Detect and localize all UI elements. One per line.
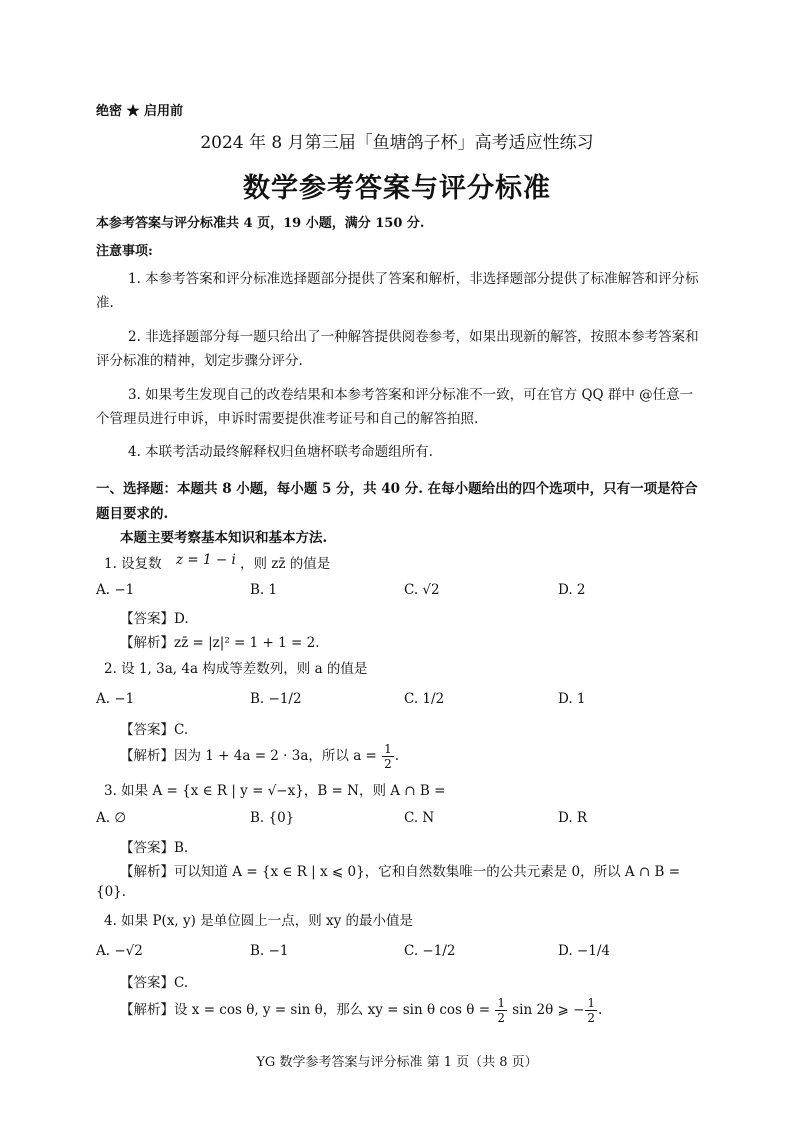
explanation-line: 【解析】因为 1 + 4a = 2 · 3a，所以 a = $\frac{1}{2}$ .: [120, 742, 400, 771]
fraction-numerator: 1: [384, 742, 392, 756]
notice-item: 1. 本参考答案和评分标准选择题部分提供了答案和解析，非选择题部分提供了标准解答和评分标准.: [96, 271, 699, 311]
summary-line: 本参考答案与评分标准共 4 页，19 小题，满分 150 分.: [96, 216, 425, 231]
explanation-text: 【解析】因为 1 + 4a = 2 · 3a，所以 a =: [120, 748, 382, 764]
option-c: C. 1/2: [404, 691, 445, 707]
option-b: B. 1: [250, 582, 278, 598]
option-b: B. −1: [250, 943, 289, 959]
answer-line: 【答案】C.: [120, 722, 189, 738]
explanation-line: 【解析】可以知道 A = {x ∈ R | x ⩽ 0}，它和自然数集唯一的公共元素是 0，所以 A ∩ B =: [120, 864, 681, 880]
option-a: A. −1: [96, 582, 135, 598]
section-intro: 本题主要考察基本知识和基本方法.: [120, 530, 328, 546]
notice-item: 3. 如果考生发现自己的改卷结果和本参考答案和评分标准不一致，可在官方 QQ 群中 @任意一个管理员进行申诉，申诉时需要提供准考证号和自己的解答拍照.: [96, 387, 694, 427]
explanation-text: 【解析】设 x = cos θ, y = sin θ，那么 xy = sin θ cos θ =: [120, 1002, 495, 1018]
fraction: [585, 996, 597, 1025]
fraction-denominator: 2: [587, 1011, 596, 1025]
notice-item: 2. 非选择题部分每一题只给出了一种解答提供阅卷参考，如果出现新的解答，按照本参考答案和评分标准的精神，划定步骤分评分.: [96, 329, 699, 369]
option-d: D. 1: [558, 691, 586, 707]
notice-heading: 注意事项:: [96, 244, 153, 259]
answer-line: 【答案】D.: [120, 611, 189, 627]
question-stem-tail: ，则 zz̄ 的值是: [240, 556, 331, 572]
option-b: B. {0}: [250, 810, 295, 826]
answer-line: 【答案】B.: [120, 840, 189, 856]
explanation-continuation: {0}.: [96, 884, 127, 900]
fraction-numerator: 1: [587, 996, 596, 1010]
page-title: 数学参考答案与评分标准: [243, 173, 551, 204]
fraction: [495, 996, 507, 1025]
option-c: C. −1/2: [404, 943, 456, 959]
option-a: A. −√2: [96, 943, 143, 959]
option-d: D. R: [558, 810, 588, 826]
question-stem: 2. 设 1, 3a, 4a 构成等差数列，则 a 的值是: [104, 661, 368, 677]
explanation-text: sin 2θ ⩾ −: [507, 1002, 585, 1018]
fraction-denominator: 2: [384, 757, 392, 771]
question-stem: 1. 设复数: [104, 556, 162, 572]
question-stem: 4. 如果 P(x, y) 是单位圆上一点，则 xy 的最小值是: [104, 913, 414, 929]
option-d: D. −1/4: [558, 943, 610, 959]
section-heading: 一、选择题：本题共 8 小题，每小题 5 分，共 40 分. 在每小题给出的四个选项中，只有一项是符合题目要求的.: [96, 481, 698, 522]
explanation-line: 【解析】设 x = cos θ, y = sin θ，那么 xy = sin θ cos θ = $\frac{1}{2}$ sin 2θ ⩾ − $\frac{1}{2}$ .: [120, 996, 603, 1025]
option-c: C. √2: [404, 582, 440, 598]
notice-item: 4. 本联考活动最终解释权归鱼塘杯联考命题组所有.: [128, 444, 433, 460]
explanation-line: 【解析】zz̄ = |z|² = 1 + 1 = 2.: [120, 635, 320, 651]
fraction: [382, 742, 394, 771]
option-a: A. ∅: [96, 810, 127, 826]
option-d: D. 2: [558, 582, 586, 598]
confidential-mark: 绝密 ★ 启用前: [96, 104, 184, 119]
option-c: C. N: [404, 810, 435, 826]
fraction-denominator: 2: [497, 1011, 505, 1025]
question-stem-math: z = 1 − i: [176, 552, 236, 568]
question-stem: 3. 如果 A = {x ∈ R | y = √−x}，B = N，则 A ∩ B =: [104, 783, 446, 799]
exam-subtitle: 2024 年 8 月第三届「鱼塘鸽子杯」高考适应性练习: [200, 133, 594, 153]
page-footer: YG 数学参考答案与评分标准 第 1 页（共 8 页）: [256, 1055, 538, 1070]
option-b: B. −1/2: [250, 691, 302, 707]
answer-line: 【答案】C.: [120, 975, 189, 991]
option-a: A. −1: [96, 691, 135, 707]
fraction-numerator: 1: [497, 996, 505, 1010]
